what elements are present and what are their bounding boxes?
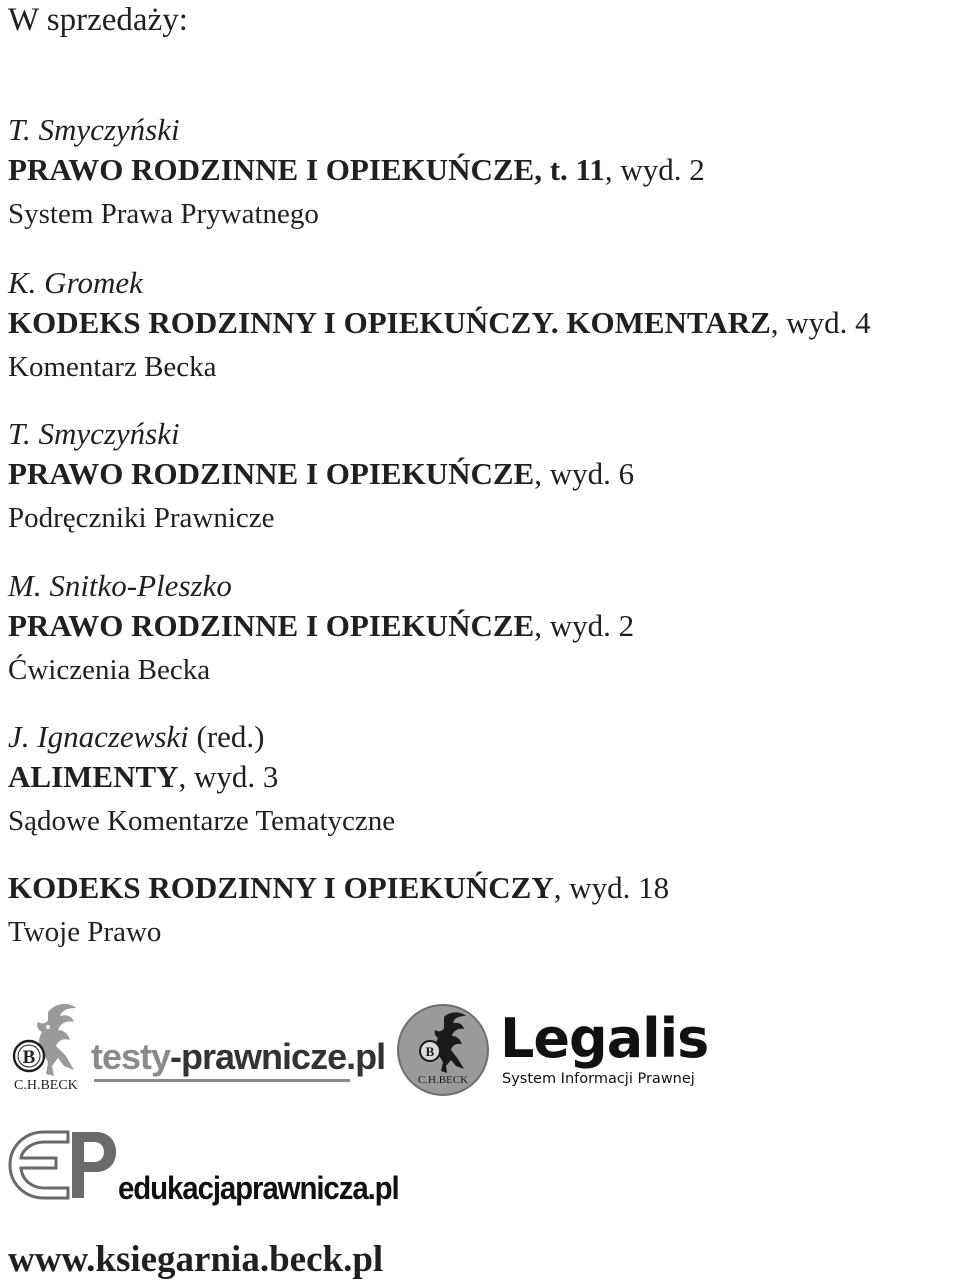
ep-monogram-icon	[8, 1130, 118, 1202]
author-name: M. Snitko-Pleszko	[8, 568, 232, 603]
chbeck-badge-icon	[396, 1003, 492, 1097]
badge-letter: B	[425, 1044, 435, 1059]
testy-prawnicze-logo[interactable]	[8, 1000, 386, 1100]
divider	[94, 1079, 350, 1082]
book-author	[8, 110, 958, 150]
book-entry	[8, 717, 958, 841]
author-role: (red.)	[188, 719, 265, 754]
title-edition: , wyd. 3	[178, 759, 279, 794]
book-title	[8, 303, 958, 347]
title-name: KODEKS RODZINNY I OPIEKUŃCZY	[8, 870, 554, 905]
book-series: Ćwiczenia Becka	[8, 654, 211, 686]
author-name: T. Smyczyński	[8, 112, 180, 147]
book-entry	[8, 868, 958, 952]
book-author	[8, 566, 958, 606]
page-heading: W sprzedaży:	[8, 2, 188, 38]
legalis-wordmark: Legalis	[500, 1007, 709, 1070]
book-entry	[8, 414, 958, 538]
title-name: ALIMENTY	[8, 759, 179, 794]
book-entry	[8, 263, 958, 387]
testy-prawnicze-wordmark	[91, 1036, 385, 1078]
chbeck-griffin-icon	[8, 1000, 98, 1082]
book-title	[8, 757, 958, 801]
title-name: PRAWO RODZINNE I OPIEKUŃCZE, t. 11	[8, 152, 605, 187]
book-series: Podręczniki Prawnicze	[8, 502, 275, 534]
badge-letter: B	[22, 1047, 36, 1068]
title-edition: , wyd. 6	[534, 456, 635, 491]
book-series: Sądowe Komentarze Tematyczne	[8, 805, 396, 837]
title-edition: , wyd. 2	[534, 608, 635, 643]
book-author	[8, 717, 958, 757]
book-title	[8, 606, 958, 650]
title-edition: , wyd. 2	[604, 152, 705, 187]
book-series: Twoje Prawo	[8, 916, 162, 948]
title-name: PRAWO RODZINNE I OPIEKUŃCZE	[8, 456, 535, 491]
wordmark-part2: -prawnicze.pl	[170, 1036, 386, 1077]
title-name: PRAWO RODZINNE I OPIEKUŃCZE	[8, 608, 535, 643]
publisher-name: C.H.BECK	[417, 1074, 469, 1086]
legalis-logo[interactable]	[396, 1003, 736, 1098]
book-entry	[8, 566, 958, 690]
bookstore-url[interactable]: www.ksiegarnia.beck.pl	[8, 1239, 384, 1280]
book-title	[8, 150, 958, 194]
book-entry	[8, 110, 958, 234]
edukacja-prawnicza-logo[interactable]	[8, 1130, 428, 1210]
author-name: K. Gromek	[8, 265, 143, 300]
book-title	[8, 454, 958, 498]
author-name: J. Ignaczewski	[8, 719, 189, 754]
legalis-subtitle: System Informacji Prawnej	[502, 1071, 695, 1087]
book-series: System Prawa Prywatnego	[8, 198, 319, 230]
book-title	[8, 868, 958, 912]
publisher-name: C.H.BECK	[14, 1078, 78, 1093]
wordmark-part1: testy	[91, 1036, 171, 1077]
book-series: Komentarz Becka	[8, 351, 217, 383]
title-edition: , wyd. 18	[553, 870, 670, 905]
edukacja-prawnicza-wordmark: edukacjaprawnicza.pl	[118, 1170, 399, 1206]
book-author	[8, 414, 958, 454]
author-name: T. Smyczyński	[8, 416, 180, 451]
title-name: KODEKS RODZINNY I OPIEKUŃCZY. KOMENTARZ	[8, 305, 771, 340]
title-edition: , wyd. 4	[770, 305, 871, 340]
book-author	[8, 263, 958, 303]
